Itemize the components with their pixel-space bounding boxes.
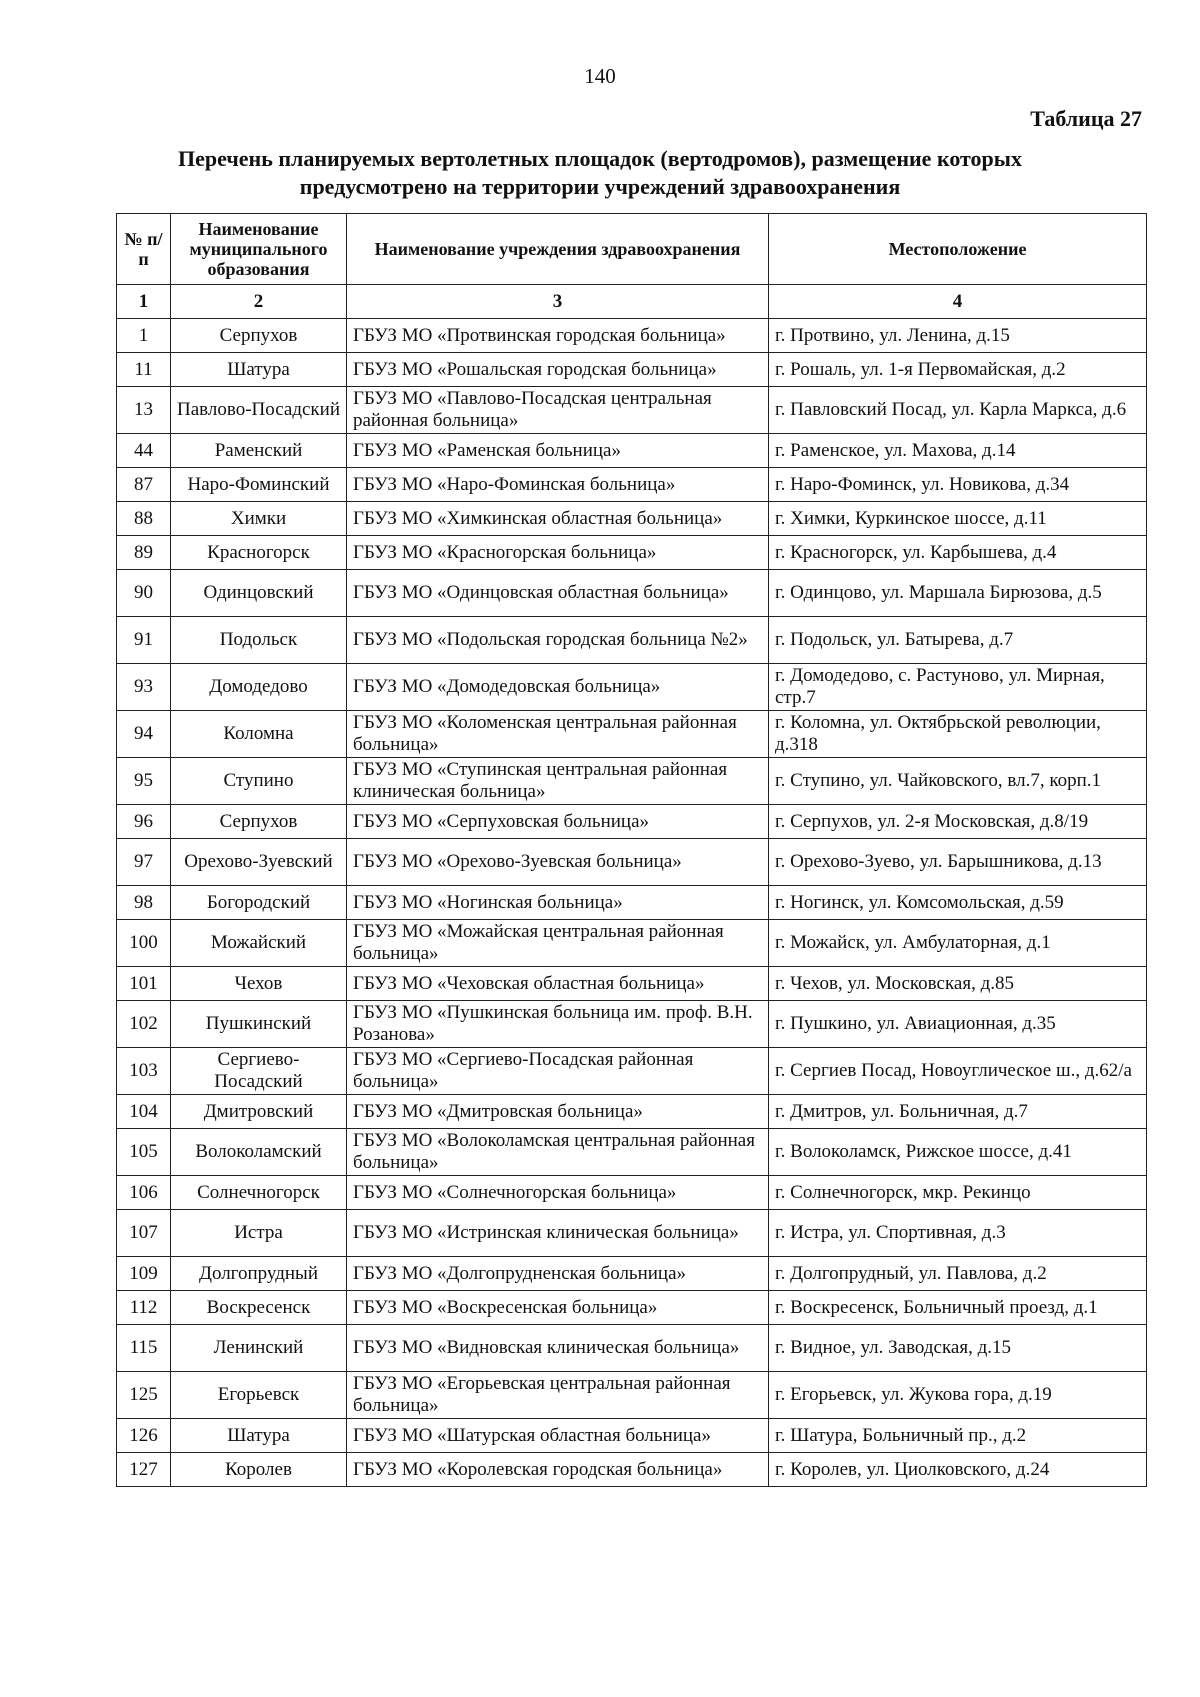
header-municipality: Наименование муниципального образования [171, 214, 347, 285]
institution-cell: ГБУЗ МО «Можайская центральная районная больница» [347, 920, 769, 967]
row-number: 91 [117, 617, 171, 664]
institution-cell: ГБУЗ МО «Дмитровская больница» [347, 1095, 769, 1129]
municipality-cell: Химки [171, 502, 347, 536]
location-cell: г. Долгопрудный, ул. Павлова, д.2 [769, 1257, 1147, 1291]
municipality-cell: Можайский [171, 920, 347, 967]
helipad-table [116, 213, 1147, 1487]
institution-cell: ГБУЗ МО «Волоколамская центральная районная больница» [347, 1129, 769, 1176]
location-cell: г. Рошаль, ул. 1-я Первомайская, д.2 [769, 353, 1147, 387]
location-cell: г. Протвино, ул. Ленина, д.15 [769, 319, 1147, 353]
location-cell: г. Химки, Куркинское шоссе, д.11 [769, 502, 1147, 536]
location-cell: г. Пушкино, ул. Авиационная, д.35 [769, 1001, 1147, 1048]
institution-cell: ГБУЗ МО «Протвинская городская больница» [347, 319, 769, 353]
location-cell: г. Истра, ул. Спортивная, д.3 [769, 1210, 1147, 1257]
municipality-cell: Ленинский [171, 1325, 347, 1372]
location-cell: г. Солнечногорск, мкр. Рекинцо [769, 1176, 1147, 1210]
row-number: 13 [117, 387, 171, 434]
row-number: 44 [117, 434, 171, 468]
municipality-cell: Подольск [171, 617, 347, 664]
location-cell: г. Воскресенск, Больничный проезд, д.1 [769, 1291, 1147, 1325]
location-cell: г. Ступино, ул. Чайковского, вл.7, корп.1 [769, 758, 1147, 805]
location-cell: г. Раменское, ул. Махова, д.14 [769, 434, 1147, 468]
table-row [117, 1325, 1147, 1372]
table-row [117, 1129, 1147, 1176]
row-number: 90 [117, 570, 171, 617]
institution-cell: ГБУЗ МО «Раменская больница» [347, 434, 769, 468]
municipality-cell: Наро-Фоминский [171, 468, 347, 502]
table-row [117, 570, 1147, 617]
table-row [117, 1210, 1147, 1257]
municipality-cell: Королев [171, 1453, 347, 1487]
row-number: 125 [117, 1372, 171, 1419]
municipality-cell: Шатура [171, 1419, 347, 1453]
row-number: 106 [117, 1176, 171, 1210]
location-cell: г. Домодедово, с. Растуново, ул. Мирная, стр.7 [769, 664, 1147, 711]
column-number: 1 [117, 285, 171, 319]
location-cell: г. Королев, ул. Циолковского, д.24 [769, 1453, 1147, 1487]
table-row [117, 387, 1147, 434]
table-row [117, 1291, 1147, 1325]
municipality-cell: Коломна [171, 711, 347, 758]
municipality-cell: Павлово-Посадский [171, 387, 347, 434]
municipality-cell: Одинцовский [171, 570, 347, 617]
table-row [117, 1419, 1147, 1453]
municipality-cell: Чехов [171, 967, 347, 1001]
institution-cell: ГБУЗ МО «Коломенская центральная районная больница» [347, 711, 769, 758]
table-label: Таблица 27 [1030, 106, 1142, 131]
row-number: 93 [117, 664, 171, 711]
location-cell: г. Серпухов, ул. 2-я Московская, д.8/19 [769, 805, 1147, 839]
institution-cell: ГБУЗ МО «Видновская клиническая больница» [347, 1325, 769, 1372]
municipality-cell: Красногорск [171, 536, 347, 570]
row-number: 109 [117, 1257, 171, 1291]
institution-cell: ГБУЗ МО «Сергиево-Посадская районная больница» [347, 1048, 769, 1095]
municipality-cell: Раменский [171, 434, 347, 468]
row-number: 105 [117, 1129, 171, 1176]
institution-cell: ГБУЗ МО «Ногинская больница» [347, 886, 769, 920]
municipality-cell: Шатура [171, 353, 347, 387]
location-cell: г. Видное, ул. Заводская, д.15 [769, 1325, 1147, 1372]
institution-cell: ГБУЗ МО «Красногорская больница» [347, 536, 769, 570]
column-number: 3 [347, 285, 769, 319]
location-cell: г. Одинцово, ул. Маршала Бирюзова, д.5 [769, 570, 1147, 617]
table-row [117, 353, 1147, 387]
table-row [117, 1048, 1147, 1095]
institution-cell: ГБУЗ МО «Наро-Фоминская больница» [347, 468, 769, 502]
row-number: 100 [117, 920, 171, 967]
column-number-row [117, 285, 1147, 319]
table-row [117, 468, 1147, 502]
location-cell: г. Ногинск, ул. Комсомольская, д.59 [769, 886, 1147, 920]
location-cell: г. Волоколамск, Рижское шоссе, д.41 [769, 1129, 1147, 1176]
institution-cell: ГБУЗ МО «Ступинская центральная районная клиническая больница» [347, 758, 769, 805]
municipality-cell: Воскресенск [171, 1291, 347, 1325]
row-number: 103 [117, 1048, 171, 1095]
location-cell: г. Орехово-Зуево, ул. Барышникова, д.13 [769, 839, 1147, 886]
municipality-cell: Сергиево-Посадский [171, 1048, 347, 1095]
institution-cell: ГБУЗ МО «Воскресенская больница» [347, 1291, 769, 1325]
institution-cell: ГБУЗ МО «Рошальская городская больница» [347, 353, 769, 387]
table-row [117, 1257, 1147, 1291]
header-number: № п/п [117, 214, 171, 285]
table-header-row [117, 214, 1147, 285]
location-cell: г. Павловский Посад, ул. Карла Маркса, д.6 [769, 387, 1147, 434]
location-cell: г. Шатура, Больничный пр., д.2 [769, 1419, 1147, 1453]
municipality-cell: Долгопрудный [171, 1257, 347, 1291]
institution-cell: ГБУЗ МО «Долгопрудненская больница» [347, 1257, 769, 1291]
municipality-cell: Домодедово [171, 664, 347, 711]
institution-cell: ГБУЗ МО «Чеховская областная больница» [347, 967, 769, 1001]
row-number: 127 [117, 1453, 171, 1487]
municipality-cell: Дмитровский [171, 1095, 347, 1129]
row-number: 95 [117, 758, 171, 805]
table-row [117, 886, 1147, 920]
municipality-cell: Волоколамский [171, 1129, 347, 1176]
column-number: 2 [171, 285, 347, 319]
table-body [117, 319, 1147, 1487]
table-row [117, 758, 1147, 805]
location-cell: г. Наро-Фоминск, ул. Новикова, д.34 [769, 468, 1147, 502]
table-row [117, 536, 1147, 570]
row-number: 97 [117, 839, 171, 886]
institution-cell: ГБУЗ МО «Подольская городская больница №2» [347, 617, 769, 664]
table-row [117, 711, 1147, 758]
location-cell: г. Дмитров, ул. Больничная, д.7 [769, 1095, 1147, 1129]
institution-cell: ГБУЗ МО «Истринская клиническая больница» [347, 1210, 769, 1257]
location-cell: г. Егорьевск, ул. Жукова гора, д.19 [769, 1372, 1147, 1419]
row-number: 126 [117, 1419, 171, 1453]
row-number: 107 [117, 1210, 171, 1257]
table-row [117, 502, 1147, 536]
row-number: 11 [117, 353, 171, 387]
table-row [117, 617, 1147, 664]
location-cell: г. Чехов, ул. Московская, д.85 [769, 967, 1147, 1001]
row-number: 1 [117, 319, 171, 353]
municipality-cell: Серпухов [171, 319, 347, 353]
institution-cell: ГБУЗ МО «Королевская городская больница» [347, 1453, 769, 1487]
table-row [117, 839, 1147, 886]
municipality-cell: Пушкинский [171, 1001, 347, 1048]
table-row [117, 805, 1147, 839]
municipality-cell: Богородский [171, 886, 347, 920]
municipality-cell: Серпухов [171, 805, 347, 839]
institution-cell: ГБУЗ МО «Серпуховская больница» [347, 805, 769, 839]
municipality-cell: Солнечногорск [171, 1176, 347, 1210]
document-title: Перечень планируемых вертолетных площадок (вертодромов), размещение которых предусмотрено на территории учреждений здравоохранения [178, 146, 1022, 199]
location-cell: г. Красногорск, ул. Карбышева, д.4 [769, 536, 1147, 570]
row-number: 87 [117, 468, 171, 502]
municipality-cell: Ступино [171, 758, 347, 805]
row-number: 98 [117, 886, 171, 920]
header-institution: Наименование учреждения здравоохранения [347, 214, 769, 285]
row-number: 94 [117, 711, 171, 758]
location-cell: г. Подольск, ул. Батырева, д.7 [769, 617, 1147, 664]
location-cell: г. Можайск, ул. Амбулаторная, д.1 [769, 920, 1147, 967]
institution-cell: ГБУЗ МО «Павлово-Посадская центральная районная больница» [347, 387, 769, 434]
column-number: 4 [769, 285, 1147, 319]
institution-cell: ГБУЗ МО «Шатурская областная больница» [347, 1419, 769, 1453]
page-number: 140 [584, 64, 616, 88]
row-number: 89 [117, 536, 171, 570]
municipality-cell: Истра [171, 1210, 347, 1257]
row-number: 112 [117, 1291, 171, 1325]
row-number: 96 [117, 805, 171, 839]
institution-cell: ГБУЗ МО «Егорьевская центральная районная больница» [347, 1372, 769, 1419]
table-row [117, 319, 1147, 353]
table-row [117, 1372, 1147, 1419]
institution-cell: ГБУЗ МО «Пушкинская больница им. проф. В.Н. Розанова» [347, 1001, 769, 1048]
table-row [117, 434, 1147, 468]
table-row [117, 967, 1147, 1001]
institution-cell: ГБУЗ МО «Солнечногорская больница» [347, 1176, 769, 1210]
institution-cell: ГБУЗ МО «Орехово-Зуевская больница» [347, 839, 769, 886]
row-number: 88 [117, 502, 171, 536]
location-cell: г. Сергиев Посад, Новоуглическое ш., д.62/а [769, 1048, 1147, 1095]
row-number: 104 [117, 1095, 171, 1129]
table-row [117, 920, 1147, 967]
municipality-cell: Егорьевск [171, 1372, 347, 1419]
table-row [117, 1001, 1147, 1048]
municipality-cell: Орехово-Зуевский [171, 839, 347, 886]
row-number: 115 [117, 1325, 171, 1372]
location-cell: г. Коломна, ул. Октябрьской революции, д.318 [769, 711, 1147, 758]
table-row [117, 664, 1147, 711]
table-row [117, 1453, 1147, 1487]
institution-cell: ГБУЗ МО «Химкинская областная больница» [347, 502, 769, 536]
institution-cell: ГБУЗ МО «Домодедовская больница» [347, 664, 769, 711]
table-row [117, 1176, 1147, 1210]
institution-cell: ГБУЗ МО «Одинцовская областная больница» [347, 570, 769, 617]
table-row [117, 1095, 1147, 1129]
row-number: 101 [117, 967, 171, 1001]
header-location: Местоположение [769, 214, 1147, 285]
row-number: 102 [117, 1001, 171, 1048]
